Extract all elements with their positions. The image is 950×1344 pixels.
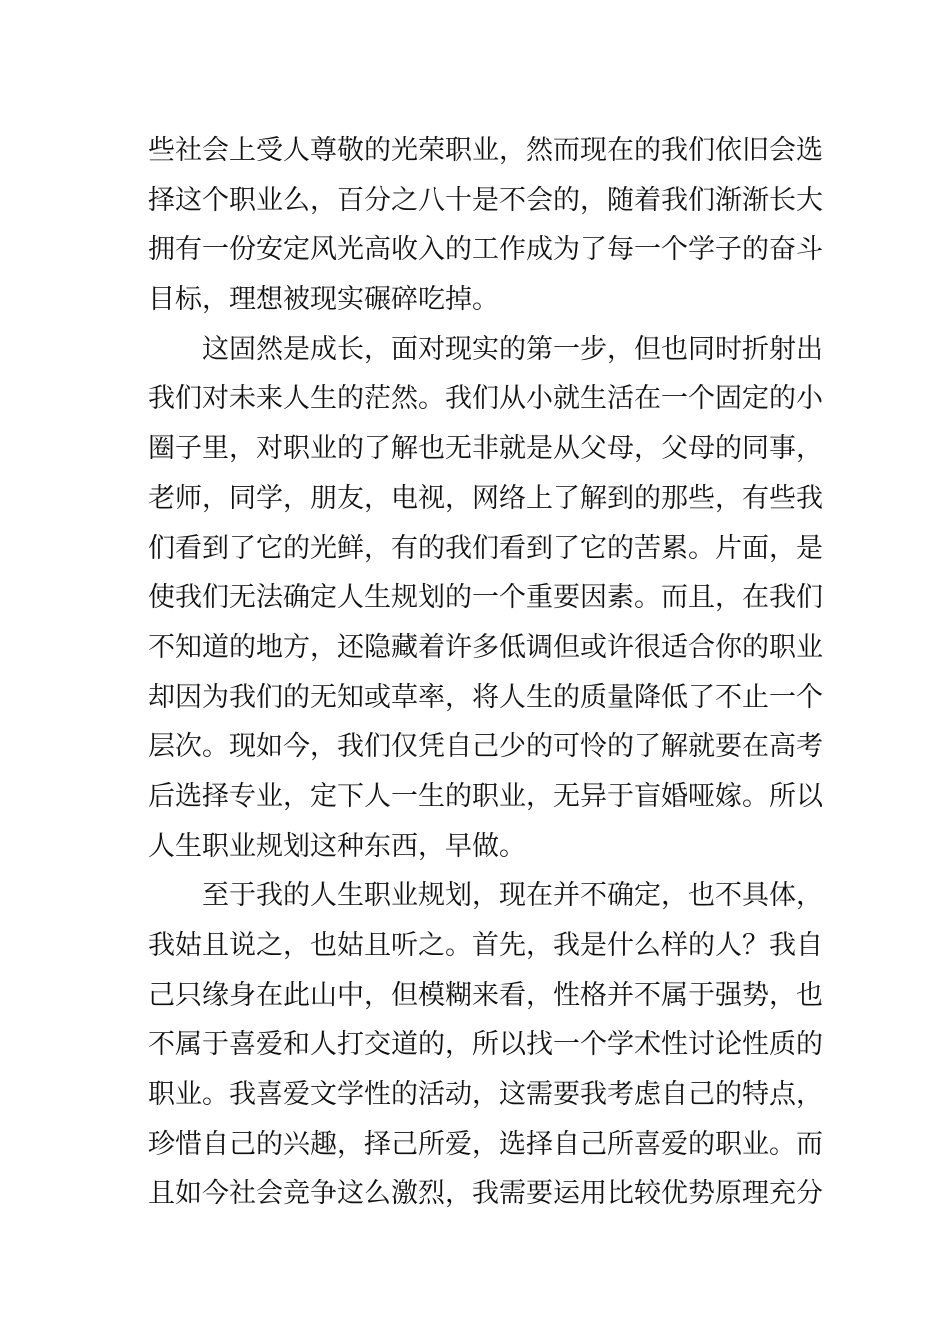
text-line: 目标，理想被现实碾碎吃掉。 (148, 284, 499, 316)
body-text (148, 126, 823, 1219)
text-line: 后选择专业，定下人一生的职业，无异于盲婚哑嫁。所以 (148, 780, 823, 812)
text-line: 人生职业规划这种东西，早做。 (148, 830, 526, 862)
text-line: 却因为我们的无知或草率，将人生的质量降低了不止一个 (148, 681, 823, 713)
text-line: 拥有一份安定风光高收入的工作成为了每一个学子的奋斗 (148, 234, 823, 266)
text-line: 我姑且说之，也姑且听之。首先，我是什么样的人？我自 (148, 930, 823, 961)
text-line: 圈子里，对职业的了解也无非就是从父母，父母的同事， (148, 433, 823, 465)
text-line: 些社会上受人尊敬的光荣职业，然而现在的我们依旧会选 (148, 135, 823, 166)
text-line: 己只缘身在此山中，但模糊来看，性格并不属于强势，也 (148, 979, 823, 1011)
text-line: 不知道的地方，还隐藏着许多低调但或许很适合你的职业 (148, 631, 823, 663)
text-line: 们看到了它的光鲜，有的我们看到了它的苦累。片面，是 (148, 532, 823, 564)
text-line: 至于我的人生职业规划，现在并不确定，也不具体， (202, 880, 823, 912)
text-line: 层次。现如今，我们仅凭自己少的可怜的了解就要在高考 (148, 731, 823, 763)
text-line: 不属于喜爱和人打交道的，所以找一个学术性讨论性质的 (148, 1029, 823, 1061)
text-line: 我们对未来人生的茫然。我们从小就生活在一个固定的小 (148, 383, 823, 415)
text-line: 这固然是成长，面对现实的第一步，但也同时折射出 (202, 333, 823, 365)
text-line: 使我们无法确定人生规划的一个重要因素。而且，在我们 (148, 582, 823, 614)
text-line: 职业。我喜爱文学性的活动，这需要我考虑自己的特点， (148, 1079, 823, 1111)
text-line: 老师，同学，朋友，电视，网络上了解到的那些，有些我 (148, 482, 823, 514)
text-line: 且如今社会竞争这么激烈，我需要运用比较优势原理充分 (148, 1178, 823, 1210)
text-line: 择这个职业么，百分之八十是不会的，随着我们渐渐长大 (148, 184, 823, 216)
text-line: 珍惜自己的兴趣，择己所爱，选择自己所喜爱的职业。而 (148, 1128, 823, 1160)
